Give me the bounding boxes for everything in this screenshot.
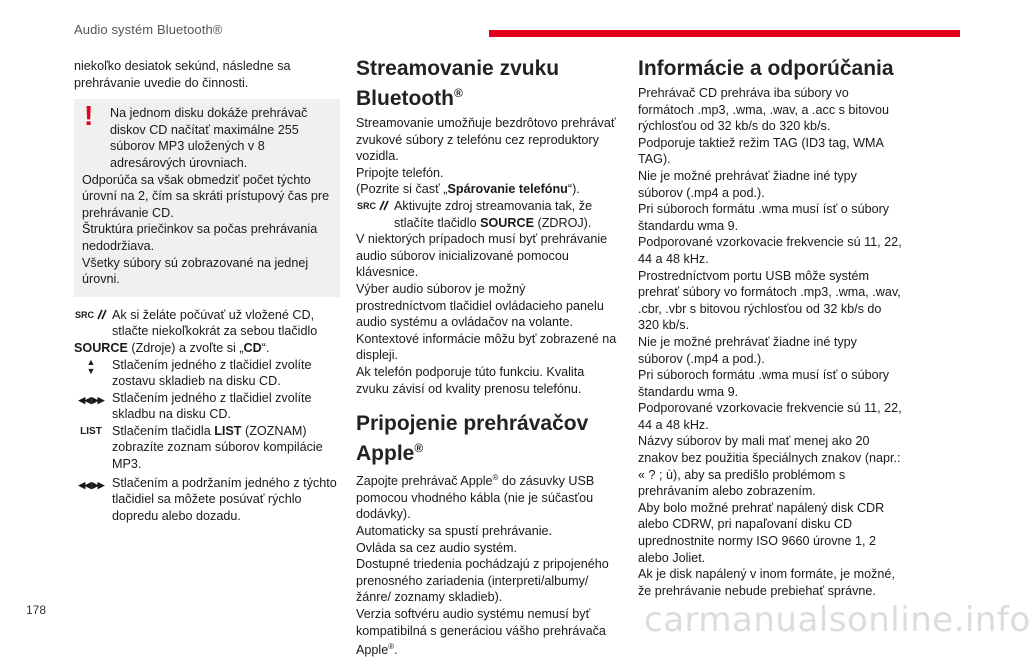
page-header-title: Audio systém Bluetooth® xyxy=(74,22,223,37)
col3-line-7: Nie je možné prehrávať žiadne iné typy súborov (.mp4 a pod.). xyxy=(638,334,857,366)
note-line-1: Na jednom disku dokáže prehrávač diskov CD načítať maximálne 255 súborov MP3 uložených v 8 adresárových úrovniach. xyxy=(110,106,308,170)
col3-line-4: Pri súboroch formátu .wma musí ísť o súbory štandardu wma 9. xyxy=(638,202,890,233)
src-streaming-instruction: SRC Aktivujte zdroj streamovania tak, že stlačíte tlačidlo SOURCE (ZDROJ). xyxy=(357,198,593,230)
heading-bluetooth-streaming: Streamovanie zvuku Bluetooth® xyxy=(356,57,560,110)
col2-q5: Verzia softvéru audio systému nemusí byť kompatibilná s generáciou vášho prehrávača Apple®. xyxy=(356,607,606,658)
col2-q3: Ovláda sa cez audio systém. xyxy=(356,540,517,555)
updown-instruction xyxy=(74,357,340,390)
col3-line-2: Podporuje taktiež režim TAG (ID3 tag, WMA TAG). xyxy=(638,135,884,167)
col2-p6: Ak telefón podporuje túto funkciu. Kvalita zvuku závisí od kvality prenosu telefónu. xyxy=(356,364,585,396)
warning-note xyxy=(74,99,340,297)
col2-q1: Zapojte prehrávač Apple® do zásuvky USB pomocou vhodného kábla (nie je súčasťou dodávky). xyxy=(356,473,595,522)
col3-line-10: Názvy súborov by mali mať menej ako 20 znakov bez použitia špeciálnych znakov (napr.: « ? ; ù), aby sa predišlo problémom s prehrávaním alebo zobrazením. xyxy=(638,434,901,499)
col3-line-8: Pri súboroch formátu .wma musí ísť o súbory štandardu wma 9. xyxy=(638,368,890,399)
col3-line-9: Podporované vzorkovacie frekvencie sú 11, 22, 44 a 48 kHz. xyxy=(638,401,902,432)
col2-p2: Pripojte telefón. xyxy=(356,165,444,180)
src-text-cont xyxy=(74,340,340,357)
col3-line-5: Podporované vzorkovacie frekvencie sú 11, 22, 44 a 48 kHz. xyxy=(638,235,902,266)
source-button-icon xyxy=(74,307,108,323)
leftright-instruction xyxy=(74,390,340,423)
note-line-4: Všetky súbory sú zobrazované na jednej úrovni. xyxy=(82,255,309,287)
page-number: 178 xyxy=(26,603,47,617)
list-button-icon: LIST xyxy=(80,425,102,437)
hold-text: Stlačením a podržaním jedného z týchto tlačidiel sa môžete posúvať rýchlo dopredu alebo dozadu. xyxy=(112,475,337,523)
list-text-2: (ZOZNAM) zobrazíte zoznam súborov kompilácie MP3. xyxy=(112,423,323,472)
col2-p4: V niektorých prípadoch musí byť prehrávanie audio súborov inicializované pomocou klávesnice. xyxy=(356,232,608,280)
column-1 xyxy=(74,58,340,524)
up-down-arrows-icon: ▲ ▼ xyxy=(86,356,96,376)
col1-intro: niekoľko desiatok sekúnd, následne sa prehrávanie uvedie do činnosti. xyxy=(74,59,291,90)
col3-line-3: Nie je možné prehrávať žiadne iné typy súborov (.mp4 a pod.). xyxy=(638,168,857,200)
exclamation-icon: ! xyxy=(84,100,94,132)
updown-text: Stlačením jedného z tlačidiel zvolíte zostavu skladieb na disku CD. xyxy=(112,357,312,389)
source-button-icon xyxy=(356,198,390,214)
col3-line-11: Aby bolo možné prehrať napálený disk CDR alebo CDRW, pri napaľovaní disku CD uprednostnite normy ISO 9660 úrovne 1, 2 alebo Joliet. xyxy=(638,500,885,565)
column-2 xyxy=(356,56,618,659)
source-label: SOURCE xyxy=(74,340,128,355)
src-text-1: Ak si želáte počúvať už vložené CD, stlačte niekoľkokrát za sebou tlačidlo xyxy=(112,307,318,339)
svg-text:SRC: SRC xyxy=(357,200,377,211)
cd-label: CD xyxy=(243,340,262,355)
watermark: carmanualsonline.info xyxy=(644,600,1031,640)
left-right-arrows-icon: ◀◀ ▶▶ xyxy=(78,479,104,490)
leftright-text: Stlačením jedného z tlačidiel zvolíte skladbu na disku CD. xyxy=(112,390,312,422)
col2-q2: Automaticky sa spustí prehrávanie. xyxy=(356,524,552,539)
svg-text:SRC: SRC xyxy=(75,309,95,320)
col2-p1: Streamovanie umožňuje bezdrôtovo prehrávať zvukové súbory z telefónu cez reproduktory vozidla. xyxy=(356,116,616,164)
col2-q4: Dostupné triedenia pochádzajú z pripojeného prenosného zariadenia (interpreti/albumy/žánre/ zoznamy skladieb). xyxy=(356,557,609,605)
list-instruction xyxy=(74,423,340,473)
col2-p3: (Pozrite si časť „Spárovanie telefónu“). xyxy=(356,182,580,197)
src-text-2: (Zdroje) a zvoľte si „ xyxy=(127,340,244,355)
col3-line-6: Prostredníctvom portu USB môže systém prehrať súbory vo formátoch .mp3, .wma, .wav, .cbr, .vbr s bitovou rýchlosťou od 32 kb/s do 320 kb/s. xyxy=(638,268,901,333)
col3-line-1: Prehrávač CD prehráva iba súbory vo formátoch .mp3, .wma, .wav, a .acc s bitovou rýchlosťou od 32 kb/s do 320 kb/s. xyxy=(638,86,890,134)
note-line-2: Odporúča sa však obmedziť počet týchto úrovní na 2, čím sa skráti prístupový čas pre prehrávanie CD. xyxy=(82,172,330,220)
column-3 xyxy=(638,56,904,599)
col2-p5: Výber audio súborov je možný prostredníctvom tlačidiel ovládacieho panelu audio systému a ovládačov na volante. Kontextové informácie môžu byť zobrazené na displeji. xyxy=(356,281,617,363)
note-line-3: Štruktúra priečinkov sa počas prehrávania nedodržiava. xyxy=(82,222,318,253)
list-text-1: Stlačením tlačidla xyxy=(112,423,215,438)
list-bold: LIST xyxy=(214,423,242,438)
header-red-bar xyxy=(489,30,960,37)
src-instruction xyxy=(74,307,340,340)
heading-apple-players: Pripojenie prehrávačov Apple® xyxy=(356,412,589,466)
left-right-arrows-icon: ◀◀ ▶▶ xyxy=(78,394,104,405)
heading-info-recommendations: Informácie a odporúčania xyxy=(638,57,894,80)
src-text-3: “. xyxy=(261,340,270,355)
col3-line-12: Ak je disk napálený v inom formáte, je možné, že prehrávanie nebude prebiehať správne. xyxy=(638,567,895,598)
hold-instruction xyxy=(74,475,340,525)
